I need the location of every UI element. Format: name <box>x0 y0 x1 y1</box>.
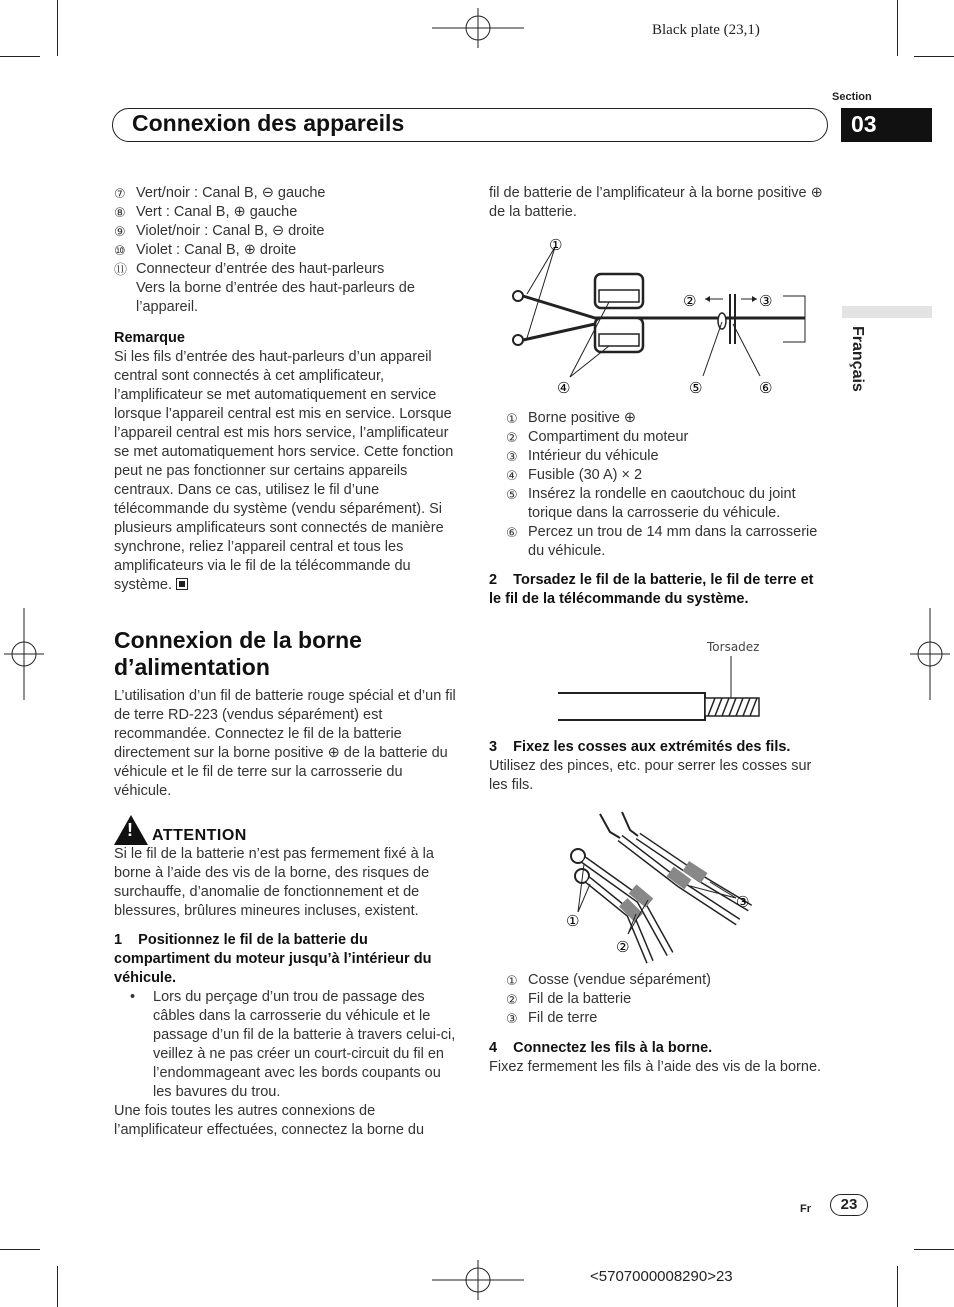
registration-mark-left <box>4 608 44 700</box>
torsadez-label: Torsadez <box>707 640 760 654</box>
legend-3 <box>506 971 824 1028</box>
registration-mark-right <box>910 608 950 700</box>
legend-1 <box>506 409 824 561</box>
registration-mark-top <box>432 8 524 48</box>
diagram-label: ③ <box>759 292 773 310</box>
legend-item: ⑥ Percez un trou de 14 mm dans la carrosserie du véhicule. <box>506 524 818 559</box>
continuation-text: fil de batterie de l’amplificateur à la borne positive ⊕ de la batterie. <box>489 185 823 220</box>
step-4-block <box>489 1039 825 1077</box>
diagram-label: ⑥ <box>759 379 773 397</box>
diagram-label: ③ <box>736 893 750 911</box>
legend-item: ⑪ Connecteur d’entrée des haut-parleurs <box>114 261 385 277</box>
warning-icon: ! <box>114 815 148 845</box>
twisted-wire-diagram <box>555 636 775 726</box>
attention-header <box>114 815 456 845</box>
remarque-text: Si les fils d’entrée des haut-parleurs d’un appareil central sont connectés à cet amplificateur, l’amplificateur se met automatiquement en service lorsque l’appareil central est mis en service. Lorsque l’appareil central est mis hors service, l’amplificateur se met automatiquement hors service. Cette fonction peut ne pas fonctionner sur certains appareils centraux. Dans ce cas, utilisez le fil d’une télécommande du système (vendu séparément). Si plusieurs amplificateurs sont connectés de manière synchrone, reliez l’appareil central et tous les amplificateurs via le fil de la télécommande du système. <box>114 349 454 593</box>
legend-item: ③ Fil de terre <box>506 1010 598 1026</box>
crop-mark <box>0 56 40 57</box>
header-title: Connexion des appareils <box>132 110 405 136</box>
remarque-title: Remarque <box>114 330 185 346</box>
attention-text: Si le fil de la batterie n’est pas fermement fixé à la borne à l’aide des vis de la borne, des risques de surchauffe, d’anomalie de fonctionnement et de blessures, brûlures mineures incluses, existent. <box>114 846 434 919</box>
bullet-icon: • <box>130 989 136 1005</box>
section-label: Section <box>832 91 872 103</box>
language-code: Fr <box>800 1203 811 1215</box>
left-column <box>114 184 456 1140</box>
legend-item: ⑦ Vert/noir : Canal B, ⊖ gauche <box>114 185 326 201</box>
attention-title: ATTENTION <box>152 827 247 844</box>
step-1-after: Une fois toutes les autres connexions de l’amplificateur effectuées, connectez la borne du <box>114 1103 425 1138</box>
intro-text: L’utilisation d’un fil de batterie rouge spécial et d’un fil de terre RD-223 (vendus séparément) est recommandée. Connectez le fil de la batterie directement sur la borne positive ⊕ de la batterie du véhicule et le fil de terre sur la carrosserie du véhicule. <box>114 688 456 799</box>
bullet-item: • Lors du perçage d’un trou de passage des câbles dans la carrosserie du véhicule et le passage d’un fil de la batterie à travers celui-ci, veillez à ne pas créer un court-circuit du fil en l’endommageant avec les bords coupants ou les bavures du trou. <box>130 989 456 1100</box>
crop-mark <box>57 0 58 56</box>
diagram-label: ① <box>566 912 580 930</box>
legend-item: ⑨ Violet/noir : Canal B, ⊖ droite <box>114 223 325 239</box>
section-heading: Connexion de la borne d’alimentation <box>114 627 362 680</box>
legend-item: ② Fil de la batterie <box>506 991 632 1007</box>
language-tab <box>842 306 932 318</box>
legend-item: ④ Fusible (30 A) × 2 <box>506 467 643 483</box>
right-column <box>489 184 825 222</box>
legend-item: ② Compartiment du moteur <box>506 429 689 445</box>
legend-item: ① Borne positive ⊕ <box>506 410 637 426</box>
legend-item: ⑧ Vert : Canal B, ⊕ gauche <box>114 204 298 220</box>
end-mark-icon <box>176 578 188 590</box>
diagram-label: ① <box>549 236 563 254</box>
step-3-text: Utilisez des pinces, etc. pour serrer les cosses sur les fils. <box>489 758 812 793</box>
step-1: 1 Positionnez le fil de la batterie du compartiment du moteur jusqu’à l’intérieur du véhicule. <box>114 932 436 986</box>
battery-connection-diagram <box>505 232 815 402</box>
diagram-label: ⑤ <box>689 379 703 397</box>
step-3: 3 Fixez les cosses aux extrémités des fils. <box>489 739 791 755</box>
crop-mark <box>897 1266 898 1307</box>
legend-item: ⑤ Insérez la rondelle en caoutchouc du joint torique dans la carrosserie du véhicule. <box>506 486 796 521</box>
crop-mark <box>897 0 898 56</box>
step-2: 2 Torsadez le fil de la batterie, le fil de terre et le fil de la télécommande du système. <box>489 572 818 607</box>
page-number: 23 <box>830 1194 868 1216</box>
registration-mark-bottom <box>432 1260 524 1300</box>
document-code: <5707000008290>23 <box>590 1268 733 1285</box>
section-number: 03 <box>841 108 932 142</box>
legend-continuation: Vers la borne d’entrée des haut-parleurs de l’appareil. <box>136 280 415 315</box>
terminal-crimp-diagram <box>560 804 760 964</box>
diagram-label: ② <box>683 292 697 310</box>
step-4: 4 Connectez les fils à la borne. <box>489 1040 713 1056</box>
crop-mark <box>914 56 954 57</box>
crop-mark <box>0 1249 40 1250</box>
step-4-text: Fixez fermement les fils à l’aide des vis de la borne. <box>489 1059 822 1075</box>
diagram-label: ② <box>616 938 630 956</box>
crop-mark <box>57 1266 58 1307</box>
legend-item: ① Cosse (vendue séparément) <box>506 972 711 988</box>
step-2-block <box>489 571 825 609</box>
crop-mark <box>914 1249 954 1250</box>
plate-label: Black plate (23,1) <box>652 22 760 38</box>
legend-item: ⑩ Violet : Canal B, ⊕ droite <box>114 242 297 258</box>
legend-item: ③ Intérieur du véhicule <box>506 448 659 464</box>
diagram-label: ④ <box>557 379 571 397</box>
step-3-block <box>489 738 825 795</box>
language-label: Français <box>849 326 866 392</box>
